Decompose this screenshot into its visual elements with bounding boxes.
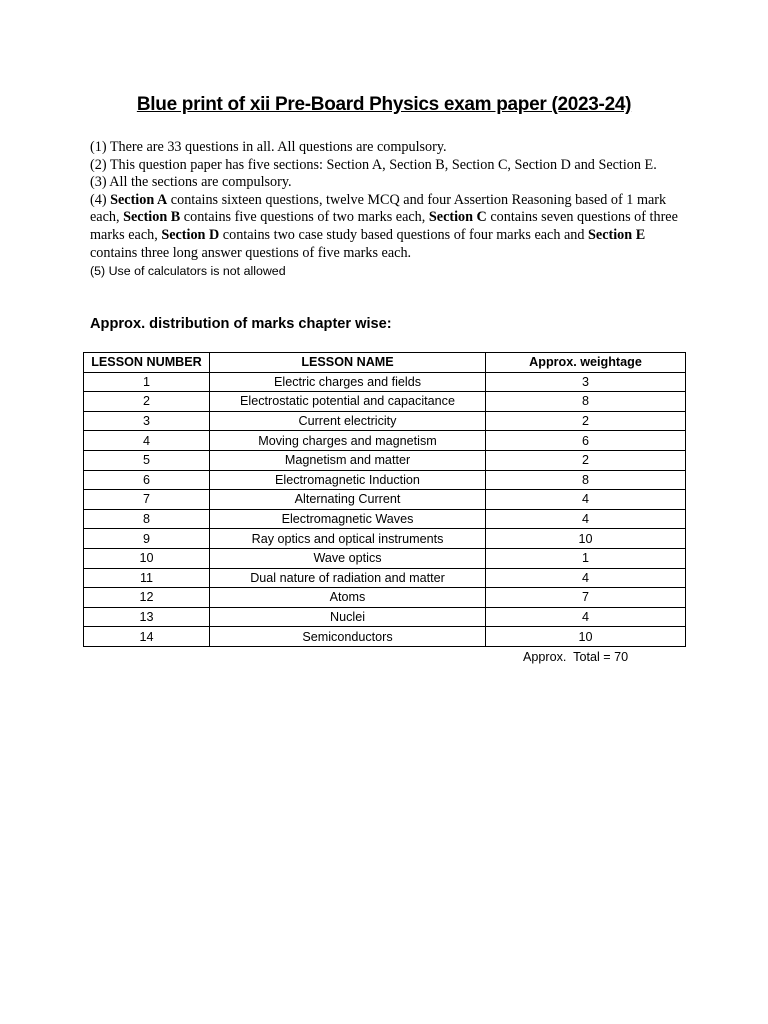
table-row xyxy=(84,431,686,451)
lesson-number-cell: 9 xyxy=(84,529,210,549)
lesson-number-cell: 5 xyxy=(84,450,210,470)
table-row xyxy=(84,411,686,431)
table-row xyxy=(84,548,686,568)
instruction-3: (3) All the sections are compulsory. xyxy=(90,174,292,191)
lesson-name-cell: Current electricity xyxy=(210,411,486,431)
instruction-4-text: contains two case study based questions of four marks each and xyxy=(219,226,589,243)
weightage-cell: 2 xyxy=(486,450,686,470)
lesson-number-cell: 3 xyxy=(84,411,210,431)
weightage-cell: 7 xyxy=(486,588,686,608)
weightage-cell: 4 xyxy=(486,568,686,588)
weightage-cell: 4 xyxy=(486,490,686,510)
lesson-number-cell: 12 xyxy=(84,588,210,608)
table-row xyxy=(84,588,686,608)
weightage-cell: 2 xyxy=(486,411,686,431)
lesson-number-cell: 6 xyxy=(84,470,210,490)
table-row xyxy=(84,607,686,627)
section-a-label: Section A xyxy=(110,191,168,208)
lesson-name-cell: Nuclei xyxy=(210,607,486,627)
instruction-5: (5) Use of calculators is not allowed xyxy=(90,264,286,279)
lesson-number-cell: 4 xyxy=(84,431,210,451)
lesson-name-cell: Electromagnetic Waves xyxy=(210,509,486,529)
header-lesson-number: LESSON NUMBER xyxy=(84,353,210,373)
table-row xyxy=(84,470,686,490)
table-row xyxy=(84,529,686,549)
instruction-4-text: contains three long answer questions of five marks each. xyxy=(90,244,412,261)
section-c-label: Section C xyxy=(428,209,487,226)
section-e-label: Section E xyxy=(588,226,646,243)
lesson-name-cell: Electrostatic potential and capacitance xyxy=(210,392,486,412)
instruction-4-text: contains five questions of two marks each, xyxy=(180,209,429,226)
table-row xyxy=(84,509,686,529)
lesson-name-cell: Dual nature of radiation and matter xyxy=(210,568,486,588)
section-b-label: Section B xyxy=(123,209,181,226)
header-lesson-name: LESSON NAME xyxy=(210,353,486,373)
table-row xyxy=(84,568,686,588)
lesson-number-cell: 13 xyxy=(84,607,210,627)
instruction-4-text: (4) xyxy=(90,191,111,208)
lesson-name-cell: Alternating Current xyxy=(210,490,486,510)
lesson-name-cell: Magnetism and matter xyxy=(210,450,486,470)
lesson-number-cell: 1 xyxy=(84,372,210,392)
lesson-name-cell: Moving charges and magnetism xyxy=(210,431,486,451)
lesson-number-cell: 10 xyxy=(84,548,210,568)
lesson-name-cell: Electromagnetic Induction xyxy=(210,470,486,490)
weightage-cell: 1 xyxy=(486,548,686,568)
lesson-name-cell: Semiconductors xyxy=(210,627,486,647)
instruction-2: (2) This question paper has five sections: Section A, Section B, Section C, Section D and Section E. xyxy=(90,156,657,173)
weightage-cell: 8 xyxy=(486,470,686,490)
section-d-label: Section D xyxy=(161,226,220,243)
distribution-heading: Approx. distribution of marks chapter wise: xyxy=(90,316,392,332)
weightage-cell: 10 xyxy=(486,529,686,549)
total-marks: Approx. Total = 70 xyxy=(523,650,629,664)
lesson-name-cell: Ray optics and optical instruments xyxy=(210,529,486,549)
table-row xyxy=(84,392,686,412)
table-row xyxy=(84,372,686,392)
header-weightage: Approx. weightage xyxy=(486,353,686,373)
instruction-4-text: contains seven questions of three marks each, xyxy=(90,209,678,243)
lesson-number-cell: 8 xyxy=(84,509,210,529)
lesson-name-cell: Electric charges and fields xyxy=(210,372,486,392)
weightage-cell: 4 xyxy=(486,607,686,627)
marks-table xyxy=(83,352,686,647)
instruction-4-text: contains sixteen questions, twelve MCQ and four Assertion Reasoning based of 1 mark each, xyxy=(90,191,667,226)
weightage-cell: 3 xyxy=(486,372,686,392)
lesson-number-cell: 7 xyxy=(84,490,210,510)
page-title: Blue print of xii Pre-Board Physics exam paper (2023-24) xyxy=(136,94,632,115)
table-row xyxy=(84,490,686,510)
table-header-row xyxy=(84,353,686,373)
weightage-cell: 6 xyxy=(486,431,686,451)
weightage-cell: 8 xyxy=(486,392,686,412)
weightage-cell: 4 xyxy=(486,509,686,529)
lesson-number-cell: 2 xyxy=(84,392,210,412)
lesson-number-cell: 11 xyxy=(84,568,210,588)
weightage-cell: 10 xyxy=(486,627,686,647)
table-row xyxy=(84,627,686,647)
lesson-number-cell: 14 xyxy=(84,627,210,647)
table-row xyxy=(84,450,686,470)
instruction-4 xyxy=(90,192,682,262)
lesson-name-cell: Wave optics xyxy=(210,548,486,568)
lesson-name-cell: Atoms xyxy=(210,588,486,608)
instructions xyxy=(90,139,682,281)
instruction-1: (1) There are 33 questions in all. All questions are compulsory. xyxy=(90,139,447,155)
